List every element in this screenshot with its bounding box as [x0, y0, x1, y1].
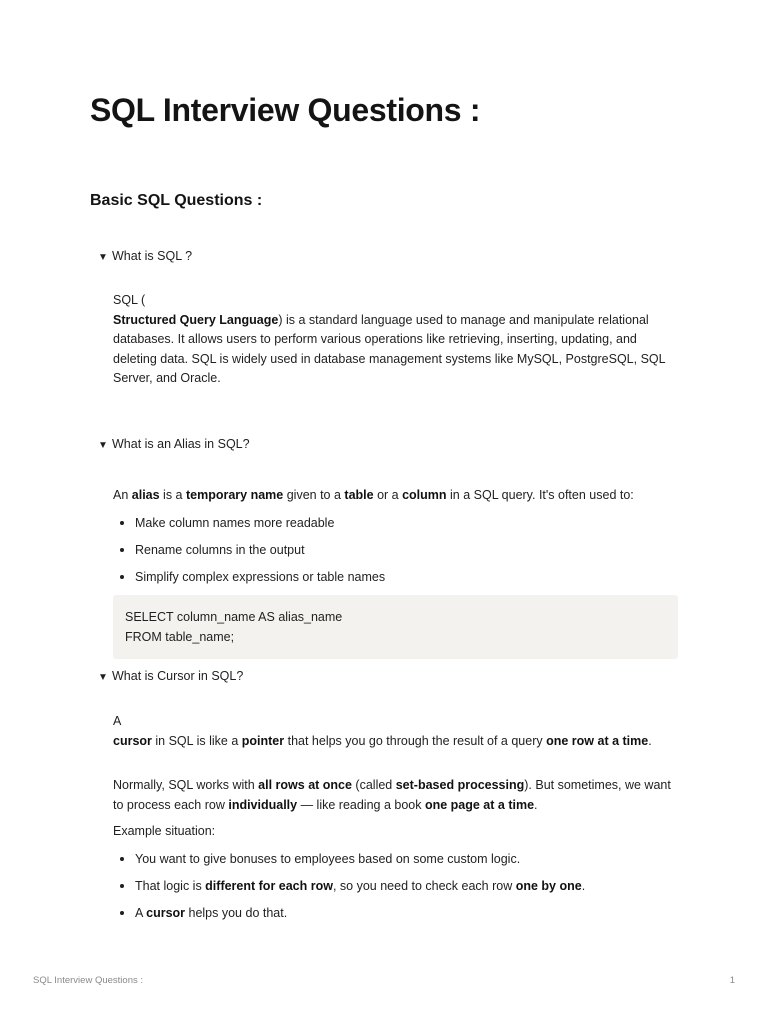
triangle-down-icon: ▼ [98, 672, 108, 683]
code-line: FROM table_name; [125, 629, 235, 644]
triangle-down-icon: ▼ [98, 440, 108, 451]
answer-paragraph: Normally, SQL works with all rows at once (called set-based processing). But sometimes, we want to process each row individually — like reading a book one page at a time. [113, 778, 671, 812]
toggle-label: What is Cursor in SQL? [112, 669, 244, 683]
cursor-example-list [113, 850, 585, 931]
answer-what-is-sql [113, 291, 683, 389]
answer-alias-intro [113, 486, 683, 506]
code-line: SELECT column_name AS alias_name [125, 610, 343, 624]
toggle-label: What is SQL ? [112, 249, 193, 263]
bold-term: Structured Query Language [113, 312, 279, 327]
list-item: A cursor helps you do that. [113, 904, 585, 931]
code-block [113, 595, 678, 659]
page-title: SQL Interview Questions : [90, 92, 481, 128]
footer-page-number: 1 [729, 975, 735, 986]
answer-paragraph: cursor in SQL is like a pointer that helps you go through the result of a query one row at a time. [113, 733, 652, 748]
answer-cursor-definition [113, 712, 683, 751]
footer-doc-title: SQL Interview Questions : [33, 975, 144, 986]
answer-cursor-explanation [113, 776, 683, 815]
answer-line: A [113, 714, 122, 728]
answer-paragraph: Structured Query Language) is a standard language used to manage and manipulate relational databases. It allows users to perform various operations like retrieving, inserting, updating, and deleting data. SQL is widely used in database management systems like MySQL, PostgreSQL, SQL Server, and Oracle. [113, 312, 666, 385]
section-heading: Basic SQL Questions : [90, 192, 263, 209]
answer-line: SQL ( [113, 293, 146, 307]
list-item: You want to give bonuses to employees based on some custom logic. [113, 850, 585, 877]
toggle-what-is-cursor[interactable] [98, 667, 243, 687]
example-label: Example situation: [113, 824, 216, 838]
triangle-down-icon: ▼ [98, 252, 108, 263]
alias-uses-list [113, 514, 385, 595]
list-item: That logic is different for each row, so you need to check each row one by one. [113, 877, 585, 904]
list-item: Rename columns in the output [113, 541, 385, 568]
toggle-label: What is an Alias in SQL? [112, 437, 250, 451]
list-item: Make column names more readable [113, 514, 385, 541]
list-item: Simplify complex expressions or table names [113, 568, 385, 595]
toggle-what-is-sql[interactable] [98, 247, 192, 267]
answer-paragraph: An alias is a temporary name given to a table or a column in a SQL query. It's often used to: [113, 488, 634, 502]
toggle-what-is-alias[interactable] [98, 435, 250, 455]
